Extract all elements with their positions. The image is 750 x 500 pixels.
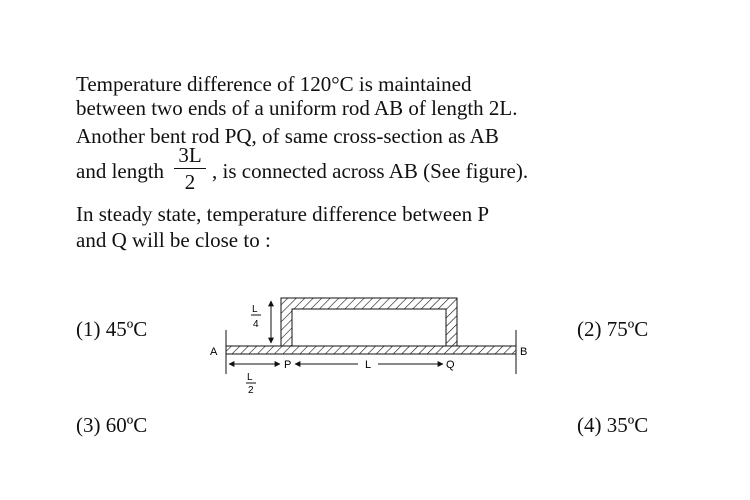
- question-line-3: Another bent rod PQ, of same cross-section as AB: [76, 124, 499, 148]
- label-l: L: [365, 359, 372, 371]
- question-line-1: Temperature difference of 120°C is maintained: [76, 72, 472, 96]
- option-4[interactable]: (4) 35ºC: [577, 413, 649, 437]
- label-p: P: [284, 359, 292, 371]
- label-l4-num: L: [252, 304, 258, 315]
- fraction-denominator: 2: [184, 170, 196, 194]
- label-q: Q: [446, 359, 455, 371]
- question-line-5: In steady state, temperature difference between P: [76, 202, 490, 226]
- option-1[interactable]: (1) 45ºC: [76, 317, 148, 341]
- label-a: A: [210, 346, 218, 358]
- question-line-6: and Q will be close to :: [76, 228, 271, 252]
- label-b: B: [520, 346, 528, 358]
- rod-ab: [226, 346, 516, 354]
- question-line-2: between two ends of a uniform rod AB of length 2L.: [76, 96, 518, 120]
- label-l2-den: 2: [248, 385, 254, 396]
- question-line-4-post: , is connected across AB (See figure).: [212, 159, 529, 183]
- option-3[interactable]: (3) 60ºC: [76, 413, 148, 437]
- rod-pq: [281, 298, 457, 346]
- fraction-numerator: 3L: [178, 143, 202, 167]
- label-l4-den: 4: [253, 319, 259, 330]
- label-l2-num: L: [247, 372, 253, 383]
- option-2[interactable]: (2) 75ºC: [577, 317, 649, 341]
- question-line-4-pre: and length: [76, 159, 165, 183]
